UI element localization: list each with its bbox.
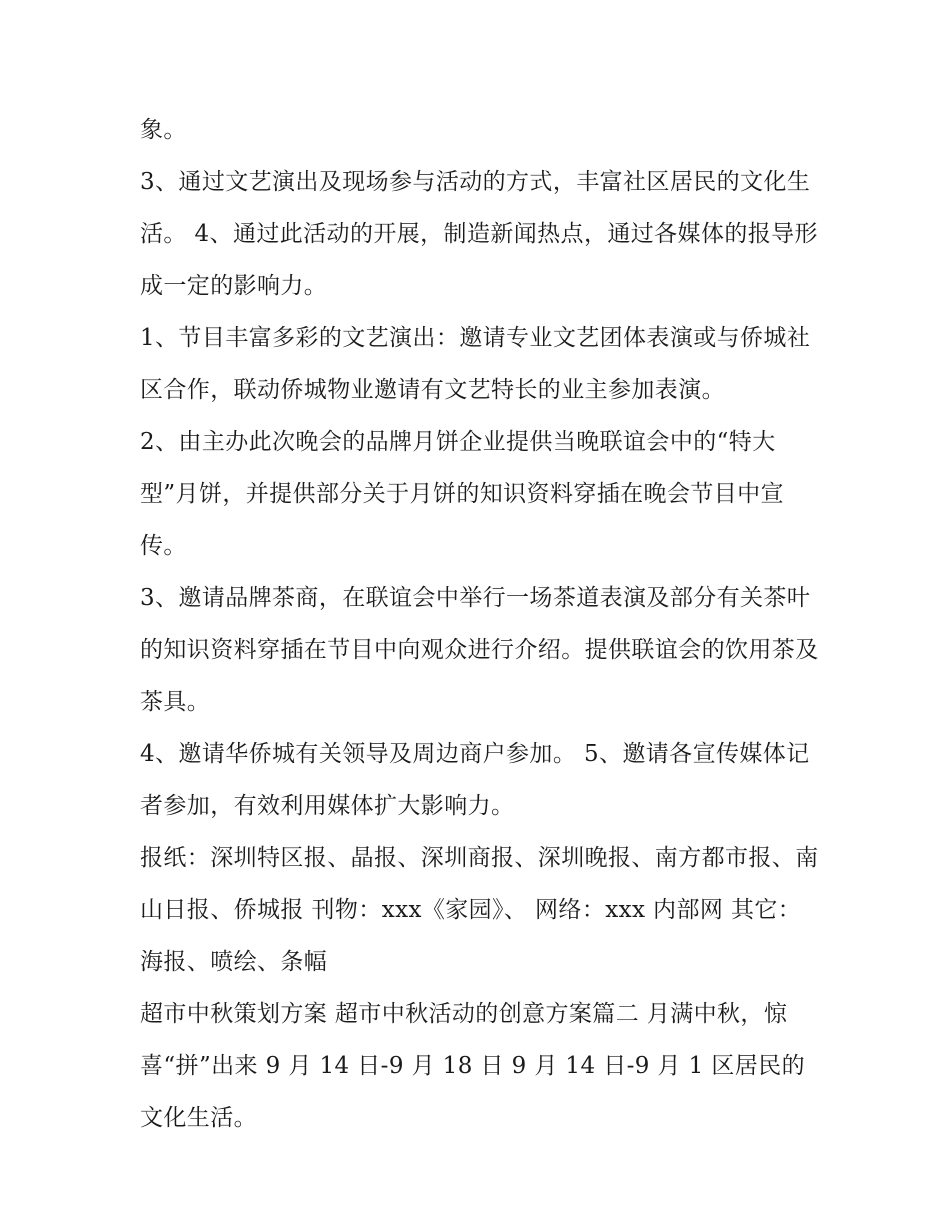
paragraph-plan-title: 超市中秋策划方案 超市中秋活动的创意方案篇二 月满中秋，惊喜“拼”出来 9 月 14 日-9 月 18 日 9 月 14 日-9 月 1 区居民的文化生活。 xyxy=(140,1001,805,1131)
paragraph-goals-3-4: 3、通过文艺演出及现场参与活动的方式，丰富社区居民的文化生活。 4、通过此活动的开展，制造新闻热点，通过各媒体的报导形成一定的影响力。 xyxy=(140,169,818,299)
paragraph-continuation: 象。 xyxy=(140,117,187,143)
document-body xyxy=(140,104,820,1144)
paragraph-program-3: 3、邀请品牌茶商，在联谊会中举行一场茶道表演及部分有关茶叶的知识资料穿插在节目中向观众进行介绍。提供联谊会的饮用茶及茶具。 xyxy=(140,585,819,715)
paragraph-program-4-5: 4、邀请华侨城有关领导及周边商户参加。 5、邀请各宣传媒体记者参加，有效利用媒体扩大影响力。 xyxy=(140,741,810,819)
paragraph-media-list: 报纸：深圳特区报、晶报、深圳商报、深圳晚报、南方都市报、南山日报、侨城报 刊物：xxx《家园》、 网络：xxx 内部网 其它：海报、喷绘、条幅 xyxy=(140,845,819,975)
paragraph-program-2: 2、由主办此次晚会的品牌月饼企业提供当晚联谊会中的“特大型”月饼，并提供部分关于月饼的知识资料穿插在晚会节目中宣传。 xyxy=(140,429,784,559)
paragraph-program-1: 1、节目丰富多彩的文艺演出：邀请专业文艺团体表演或与侨城社区合作，联动侨城物业邀请有文艺特长的业主参加表演。 xyxy=(140,325,811,403)
